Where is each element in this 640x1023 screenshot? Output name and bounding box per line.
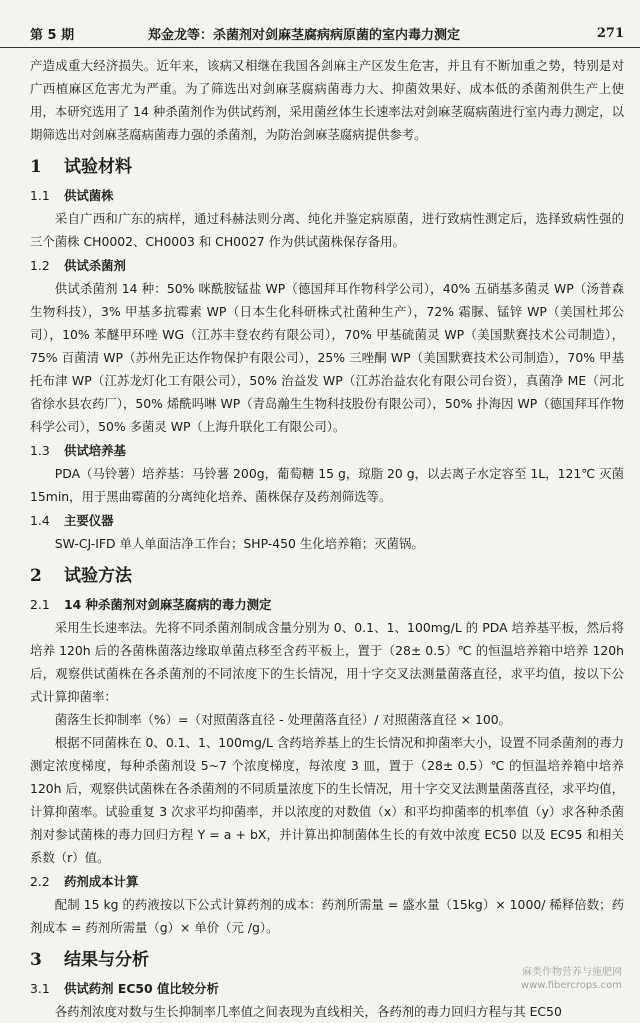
issue-number: 第 5 期	[30, 28, 75, 43]
subsection-heading-1-2: 1.2 供试杀菌剂	[30, 258, 126, 273]
site-watermark: 麻类作物营养与施肥网 www.fibercrops.com	[520, 967, 622, 991]
subsection-heading-2-2: 2.2 药剂成本计算	[30, 874, 139, 889]
intro-paragraph: 产造成重大经济损失。近年来，该病又相继在我国各剑麻主产区发生危害，并且有不断加重之势，特别是对广西植麻区危害尤为严重。为了筛选出对剑麻茎腐病菌毒力大、抑菌效果好、成本低的杀菌剂供生产上使用，本研究选用了 14 种杀菌剂作为供试药剂，采用菌丝体生长速率法对剑麻茎腐病菌进行室内毒力测定，以期筛选出对剑麻茎腐病菌毒力强的杀菌剂，为防治剑麻茎腐病提供参考。	[30, 58, 624, 142]
page-number: 271	[596, 26, 624, 41]
subsection-heading-1-4: 1.4 主要仪器	[30, 513, 114, 528]
subsection-heading-2-1: 2.1 14 种杀菌剂对剑麻茎腐病的毒力测定	[30, 597, 272, 612]
subsection-heading-1-1: 1.1 供试菌株	[30, 188, 114, 203]
header-rule	[0, 47, 640, 48]
paragraph-1-3: PDA（马铃薯）培养基：马铃薯 200g，葡萄糖 15 g，琼脂 20 g，以去离子水定容至 1L，121℃ 灭菌 15min，用于黑曲霉菌的分离纯化培养、菌株保存及药剂筛选等。	[30, 466, 624, 504]
section-heading-3: 3 结果与分析	[30, 950, 149, 970]
paragraph-1-2: 供试杀菌剂 14 种：50% 咪酰胺锰盐 WP（德国拜耳作物科学公司），40% 五硝基多菌灵 WP（汤普森生物科技），3% 甲基多抗霉素 WP（日本生化科研株式社菌种生产），72% 霜脲、锰锌 WP（美国杜邦公司），10% 苯醚甲环唑 WG（江苏丰登农药有限公司），70% 甲基硫菌灵 WP（美国默赛技术公司制造），75% 百菌清 WP（苏州先正达作物保护有限公司），25% 三唑酮 WP（美国默赛技术公司制造），70% 甲基托布津 WP（江苏龙灯化工有限公司），50% 治益发 WP（江苏治益农化有限公司台资），真菌净 ME（河北省徐水县农药厂），50% 烯酰吗啉 WP（青岛瀚生生物科技股份有限公司），50% 扑海因 WP（德国拜耳作物科学公司），50% 多菌灵 WP（上海升联化工有限公司）。	[30, 281, 624, 434]
paragraph-2-1b: 根据不同菌株在 0、0.1、1、100mg/L 含药培养基上的生长情况和抑菌率大小，设置不同杀菌剂的毒力测定浓度梯度，每种杀菌剂设 5~7 个浓度梯度，每浓度 3 皿，置于（28± 0.5）℃ 的恒温培养箱中培养 120h 后，观察供试菌株在各杀菌剂的不同质量浓度下的生长情况，用十字交叉法测量菌落直径，求平均值，计算抑菌率。试验重复 3 次求平均抑菌率，并以浓度的对数值（x）和平均抑菌率的机率值（y）求各种杀菌剂对参试菌株的毒力回归方程 Y = a + bX，并计算出抑制菌体生长的有效中浓度 EC50 以及 EC95 和相关系数（r）值。	[30, 735, 624, 865]
paragraph-2-2: 配制 15 kg 的药液按以下公式计算药剂的成本：药剂所需量 = 盛水量（15kg）× 1000/ 稀释倍数；药剂成本 = 药剂所需量（g）× 单价（元 /g）。	[30, 897, 624, 935]
running-title: 郑金龙等：杀菌剂对剑麻茎腐病病原菌的室内毒力测定	[148, 28, 461, 43]
inhibition-formula: 菌落生长抑制率（%）=（对照菌落直径 - 处理菌落直径）/ 对照菌落直径 × 100。	[54, 712, 512, 727]
article-body	[30, 54, 624, 1023]
paragraph-1-4: SW-CJ-IFD 单人单面洁净工作台；SHP-450 生化培养箱；灭菌锅。	[54, 536, 424, 551]
section-heading-2: 2 试验方法	[30, 566, 132, 586]
subsection-heading-3-1: 3.1 供试药剂 EC50 值比较分析	[30, 981, 219, 996]
section-heading-1: 1 试验材料	[30, 157, 132, 177]
running-header	[30, 0, 624, 44]
paragraph-1-1: 采自广西和广东的病样，通过科赫法则分离、纯化并鉴定病原菌，进行致病性测定后，选择致病性强的三个菌株 CH0002、CH0003 和 CH0027 作为供试菌株保存备用。	[30, 211, 624, 249]
subsection-heading-1-3: 1.3 供试培养基	[30, 443, 126, 458]
paragraph-2-1a: 采用生长速率法。先将不同杀菌剂制成含量分别为 0、0.1、1、100mg/L 的 PDA 培养基平板，然后将培养 120h 后的各菌株菌落边缘取单菌点移至含药平板上，置于（28± 0.5）℃ 的恒温培养箱中培养 120h 后，观察供试菌株在各杀菌剂的不同浓度下的生长情况，用十字交叉法测量菌落直径，求平均值，按以下公式计算抑菌率：	[30, 620, 624, 704]
paragraph-3-1: 各药剂浓度对数与生长抑制率几率值之间表现为直线相关，各药剂的毒力回归方程与其 EC50	[54, 1004, 562, 1019]
